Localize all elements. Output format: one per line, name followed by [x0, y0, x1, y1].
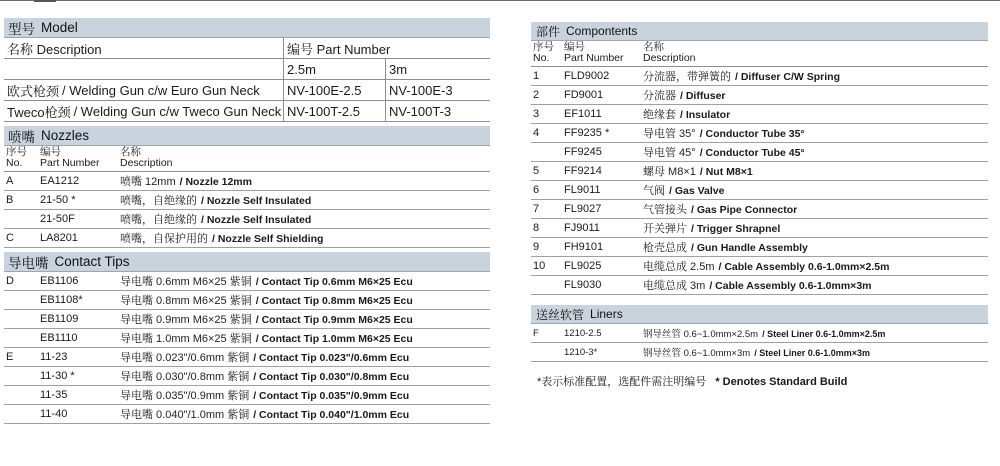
row-part-number: 21-50F: [40, 213, 75, 225]
model-section-header: [4, 18, 490, 38]
tip-row: [4, 367, 490, 386]
row-part-number: 21-50 *: [40, 194, 76, 206]
row-description: [641, 220, 988, 236]
desc-en: / Contact Tip 0.8mm M6×25 Ecu: [255, 295, 413, 307]
row-no: F: [533, 327, 539, 339]
desc-cn: 导电管 35°: [643, 128, 696, 140]
row-part-number: FL9030: [564, 279, 602, 291]
desc-cn: 枪壳总成: [643, 242, 687, 254]
row-part-number: EB1108*: [40, 294, 83, 306]
row-no: 3: [533, 108, 540, 120]
row-description: [641, 163, 988, 179]
desc-en: / Nozzle Self Insulated: [201, 214, 312, 226]
component-row: [531, 219, 988, 238]
header-pn-en: Part Number: [40, 157, 100, 169]
model-table: [4, 38, 490, 122]
tips-section-header: [4, 252, 490, 272]
desc-en: / Contact Tip 0.6mm M6×25 Ecu: [255, 276, 413, 288]
desc-cn: 气阀: [643, 185, 665, 197]
row-part-number: FJ9011: [564, 222, 600, 234]
nozzles-column-header: [4, 146, 490, 172]
components-title-cn: 部件: [536, 24, 561, 39]
row-description: [118, 406, 490, 422]
desc-en: / Insulator: [680, 109, 731, 121]
row-part-number: 1210-3*: [564, 346, 598, 358]
components-title-en: Compontents: [566, 24, 638, 38]
row-description: [641, 326, 988, 340]
header-desc-en: Description: [120, 157, 173, 169]
top-rule-mark: [34, 0, 56, 2]
row-no: 8: [533, 222, 540, 234]
liners-title-cn: 送丝软管: [536, 307, 585, 322]
desc-en: / Gun Handle Assembly: [691, 242, 808, 254]
model-name-cn: Tweco枪颈: [7, 104, 71, 120]
row-part-number: EA1212: [40, 175, 80, 187]
nozzle-row: [4, 191, 490, 210]
row-part-number: FL9027: [564, 203, 602, 215]
footnote-cn: *表示标准配置，选配件需注明编号: [537, 376, 707, 388]
row-no: 1: [533, 70, 540, 82]
desc-en: / Cable Assembly 0.6-1.0mm×3m: [709, 280, 872, 292]
tip-row: [4, 348, 490, 367]
row-description: [641, 258, 988, 274]
component-row: [531, 276, 988, 295]
header-no-cn: 序号: [533, 41, 554, 53]
row-no: 2: [533, 89, 540, 101]
model-size-row: [4, 59, 490, 80]
desc-en: / Contact Tip 0.040"/1.0mm Ecu: [253, 409, 410, 421]
row-description: [118, 192, 490, 208]
model-title-cn: 型号: [8, 21, 35, 37]
row-part-number: FL9025: [564, 260, 602, 272]
header-pn-cn: 编号: [40, 146, 61, 158]
desc-cn: 分流器，带弹簧的: [643, 71, 731, 83]
desc-cn: 电缆总成 2.5m: [643, 261, 715, 273]
header-desc-cn: 名称: [643, 41, 664, 53]
desc-cn: 导电嘴 0.023"/0.6mm 紫铜: [120, 352, 250, 364]
row-part-number: 11-23: [40, 351, 68, 363]
row-description: [641, 182, 988, 198]
desc-en: / Conductor Tube 45°: [699, 147, 805, 159]
tip-row: [4, 386, 490, 405]
row-part-number: 11-35: [40, 389, 68, 401]
row-part-number: EB1110: [40, 332, 78, 344]
tips-title-en: Contact Tips: [54, 254, 130, 269]
row-no: 7: [533, 203, 540, 215]
nozzles-list: [4, 172, 490, 248]
row-no: D: [6, 275, 14, 287]
model-header-row: [4, 38, 490, 59]
row-no: C: [6, 232, 14, 244]
row-part-number: EB1109: [40, 313, 79, 325]
model-name: [4, 101, 284, 121]
model-size-b: 3m: [389, 61, 408, 77]
desc-cn: 导电嘴 0.9mm M6×25 紫铜: [120, 314, 252, 326]
desc-en: / Gas Pipe Connector: [691, 204, 798, 216]
row-description: [641, 345, 988, 359]
desc-cn: 导电管 45°: [643, 147, 696, 159]
nozzles-title-cn: 喷嘴: [8, 129, 35, 145]
desc-en: / Contact Tip 0.030"/0.8mm Ecu: [253, 371, 410, 383]
model-size-a: 2.5m: [284, 59, 386, 79]
desc-en: / Contact Tip 0.023"/0.6mm Ecu: [253, 352, 410, 364]
column-header-no: [531, 42, 562, 64]
row-part-number: FH9101: [564, 241, 604, 253]
nozzles-title-en: Nozzles: [41, 128, 90, 143]
row-description: [641, 144, 988, 160]
row-description: [118, 311, 490, 327]
row-description: [641, 106, 988, 122]
desc-cn: 导电嘴 0.6mm M6×25 紫铜: [120, 276, 252, 288]
desc-en: / Nut M8×1: [699, 166, 753, 178]
row-description: [641, 87, 988, 103]
footnote-en: * Denotes Standard Build: [715, 376, 848, 388]
desc-en: / Contact Tip 1.0mm M6×25 Ecu: [255, 333, 413, 345]
model-name-cn: 欧式枪颈: [7, 83, 60, 99]
row-no: A: [6, 175, 14, 187]
model-name: [4, 80, 284, 100]
component-row: [531, 200, 988, 219]
desc-cn: 气管接头: [643, 204, 687, 216]
row-part-number: EB1106: [40, 275, 79, 287]
tip-row: [4, 310, 490, 329]
liner-row: [531, 324, 988, 343]
row-description: [118, 230, 490, 246]
row-description: [641, 125, 988, 141]
header-pn-en: Part Number: [564, 52, 624, 64]
desc-en: / Steel Liner 0.6-1.0mm×2.5m: [762, 329, 886, 339]
component-row: [531, 162, 988, 181]
model-pn-a: NV-100T-2.5: [284, 101, 386, 121]
desc-cn: 喷嘴，自保护用的: [120, 233, 208, 245]
row-description: [118, 349, 490, 365]
model-part-header: 编号 Part Number: [287, 41, 391, 57]
desc-cn: 开关弹片: [643, 223, 687, 235]
desc-cn: 喷嘴，自绝缘的: [120, 214, 197, 226]
row-part-number: FLD9002: [564, 70, 610, 82]
desc-en: / Steel Liner 0.6-1.0mm×3m: [754, 348, 870, 358]
model-desc-header: 名称 Description: [4, 38, 284, 58]
row-part-number: FD9001: [564, 89, 604, 101]
components-list: [531, 67, 988, 295]
desc-cn: 导电嘴 1.0mm M6×25 紫铜: [120, 333, 252, 345]
column-header-part-number: [562, 42, 641, 64]
column-header-no: [4, 147, 38, 169]
row-part-number: EF1011: [564, 108, 602, 120]
row-no: E: [6, 351, 14, 363]
component-row: [531, 257, 988, 276]
header-desc-en: Description: [643, 52, 696, 64]
row-part-number: 1210-2.5: [564, 327, 602, 339]
row-description: [118, 368, 490, 384]
component-row: [531, 181, 988, 200]
header-no-en: No.: [6, 157, 23, 169]
row-no: 9: [533, 241, 540, 253]
header-desc-cn: 名称: [120, 146, 141, 158]
row-part-number: LA8201: [40, 232, 78, 244]
desc-cn: 分流器: [643, 90, 676, 102]
model-pn-a: NV-100E-2.5: [284, 80, 386, 100]
tips-list: [4, 272, 490, 424]
row-description: [641, 201, 988, 217]
desc-cn: 喷嘴，自绝缘的: [120, 195, 197, 207]
desc-en: / Contact Tip 0.9mm M6×25 Ecu: [255, 314, 413, 326]
desc-cn: 钢导丝管 0.6~1.0mm×3m: [643, 348, 751, 359]
components-column-header: [531, 41, 988, 67]
desc-cn: 喷嘴 12mm: [120, 176, 176, 188]
row-description: [118, 273, 490, 289]
model-row: [4, 101, 490, 122]
component-row: [531, 86, 988, 105]
desc-cn: 导电嘴 0.035"/0.9mm 紫铜: [120, 390, 250, 402]
row-part-number: 11-40: [40, 408, 68, 420]
row-description: [641, 277, 988, 293]
model-title-en: Model: [41, 20, 78, 35]
model-row: [4, 80, 490, 101]
desc-cn: 螺母 M8×1: [643, 166, 696, 178]
row-part-number: FF9245: [564, 146, 602, 158]
desc-cn: 导电嘴 0.030"/0.8mm 紫铜: [120, 371, 250, 383]
right-column: [531, 22, 988, 389]
tips-title-cn: 导电嘴: [8, 255, 49, 271]
row-part-number: 11-30 *: [40, 370, 75, 382]
header-no-cn: 序号: [6, 146, 27, 158]
desc-cn: 导电嘴 0.8mm M6×25 紫铜: [120, 295, 252, 307]
component-row: [531, 238, 988, 257]
desc-en: / Cable Assembly 0.6-1.0mm×2.5m: [718, 261, 890, 273]
column-header-description: [641, 42, 988, 64]
liners-title-en: Liners: [590, 307, 623, 321]
nozzle-row: [4, 229, 490, 248]
row-part-number: FF9235 *: [564, 127, 610, 139]
liner-row: [531, 343, 988, 362]
column-header-description: [118, 147, 490, 169]
spacer: [531, 295, 988, 305]
tip-row: [4, 272, 490, 291]
nozzle-row: [4, 210, 490, 229]
nozzles-section-header: [4, 126, 490, 146]
desc-en: / Nozzle 12mm: [179, 176, 252, 188]
row-no: 5: [533, 165, 540, 177]
row-no: 10: [533, 260, 546, 272]
row-description: [641, 68, 988, 84]
left-column: [4, 18, 490, 424]
desc-en: / Diffuser C/W Spring: [735, 71, 840, 83]
tip-row: [4, 291, 490, 310]
row-no: 6: [533, 184, 540, 196]
desc-cn: 导电嘴 0.040"/1.0mm 紫铜: [120, 409, 250, 421]
component-row: [531, 105, 988, 124]
desc-cn: 钢导丝管 0.6~1.0mm×2.5m: [643, 329, 759, 340]
header-no-en: No.: [533, 52, 550, 64]
row-no: 4: [533, 127, 540, 139]
component-row: [531, 67, 988, 86]
footnote: [531, 373, 988, 389]
desc-en: / Gas Valve: [669, 185, 725, 197]
component-row: [531, 143, 988, 162]
top-rule: [0, 0, 1000, 1]
liners-list: [531, 324, 988, 362]
row-description: [118, 211, 490, 227]
desc-en: / Nozzle Self Shielding: [212, 233, 324, 245]
row-no: B: [6, 194, 14, 206]
component-row: [531, 124, 988, 143]
row-part-number: FL9011: [564, 184, 601, 196]
model-name-en: / Welding Gun c/w Tweco Gun Neck: [73, 103, 282, 119]
desc-cn: 电缆总成 3m: [643, 280, 706, 292]
model-pn-b: NV-100E-3: [389, 82, 453, 98]
model-pn-b: NV-100T-3: [389, 103, 452, 119]
components-section-header: [531, 22, 988, 41]
column-header-part-number: [38, 147, 118, 169]
row-description: [118, 387, 490, 403]
row-part-number: FF9214: [564, 165, 602, 177]
tip-row: [4, 405, 490, 424]
desc-en: / Contact Tip 0.035"/0.9mm Ecu: [253, 390, 410, 402]
desc-en: / Nozzle Self Insulated: [201, 195, 312, 207]
desc-en: / Conductor Tube 35°: [699, 128, 805, 140]
model-name-en: / Welding Gun c/w Euro Gun Neck: [62, 82, 260, 98]
row-description: [118, 173, 490, 189]
row-description: [118, 330, 490, 346]
row-description: [118, 292, 490, 308]
desc-cn: 绝缘套: [643, 109, 676, 121]
nozzle-row: [4, 172, 490, 191]
desc-en: / Diffuser: [680, 90, 726, 102]
liners-section-header: [531, 305, 988, 324]
tip-row: [4, 329, 490, 348]
model-size-blank: [4, 59, 284, 79]
row-description: [641, 239, 988, 255]
desc-en: / Trigger Shrapnel: [691, 223, 781, 235]
header-pn-cn: 编号: [564, 41, 585, 53]
